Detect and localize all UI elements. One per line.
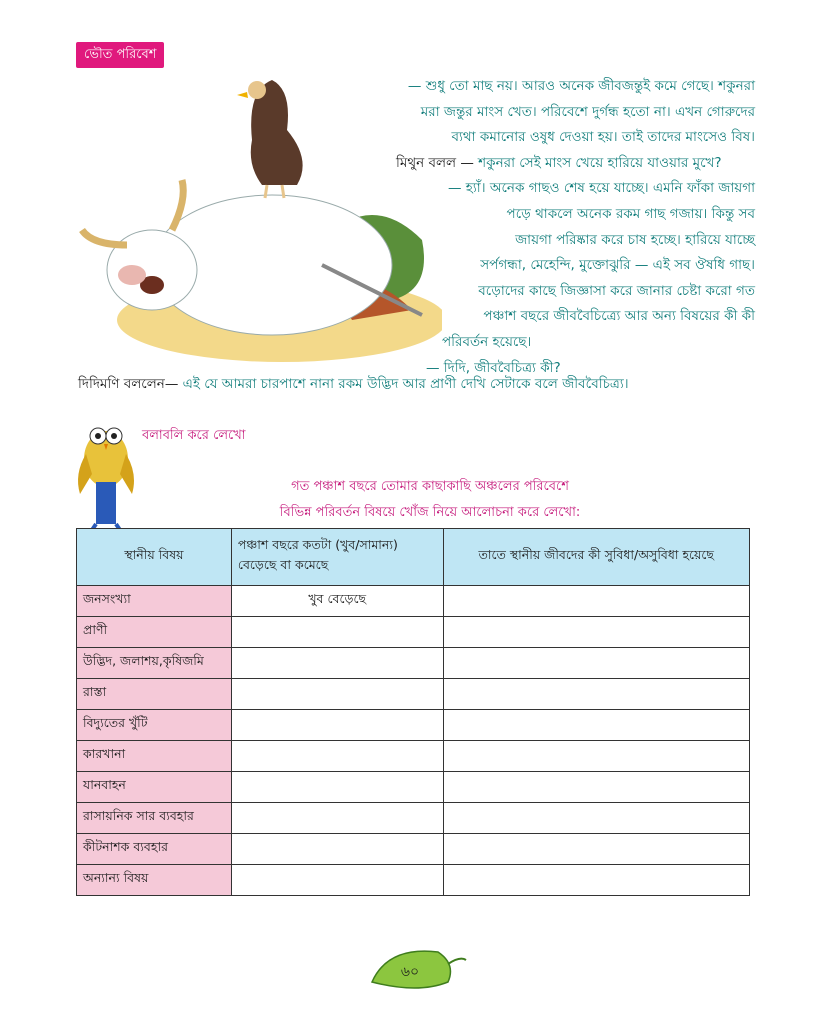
story-text [330,74,755,381]
change-cell[interactable] [231,772,443,803]
story-line-text: শকুনরা সেই মাংস খেয়ে হারিয়ে যাওয়ার মুখে? [478,154,722,171]
row-label: জনসংখ্যা [77,586,232,617]
change-cell[interactable] [231,741,443,772]
table-row [77,772,750,803]
table-row [77,586,750,617]
table-row [77,679,750,710]
story-line: পড়ে থাকলে অনেক রকম গাছ গজায়। কিন্তু সব [506,205,755,222]
leaf-icon [368,942,468,994]
row-label: উদ্ভিদ, জলাশয়,কৃষিজমি [77,648,232,679]
table-row [77,741,750,772]
change-cell[interactable] [231,648,443,679]
row-label: কীটনাশক ব্যবহার [77,834,232,865]
didimoni-line [78,372,778,396]
change-cell[interactable] [231,865,443,896]
table-row [77,648,750,679]
table-row [77,803,750,834]
effect-cell[interactable] [443,648,749,679]
row-label: বিদ্যুতের খুঁটি [77,710,232,741]
effect-cell[interactable] [443,586,749,617]
story-line: পরিবর্তন হয়েছে। [442,333,532,350]
speaker-didimoni: দিদিমণি বললেন— [78,376,179,392]
effect-cell[interactable] [443,741,749,772]
instruction [200,474,660,526]
row-label: রাসায়নিক সার ব্যবহার [77,803,232,834]
row-label: প্রাণী [77,617,232,648]
page-number: ৬০ [400,964,420,980]
story-line: সর্পগন্ধা, মেহেন্দি, মুক্তোঝুরি — এই সব ঔষধি গাছ। [480,257,755,274]
header-effect: তাতে স্থানীয় জীবদের কী সুবিধা/অসুবিধা হয়েছে [443,529,749,586]
change-cell[interactable]: খুব বেড়েছে [231,586,443,617]
change-cell[interactable] [231,803,443,834]
effect-cell[interactable] [443,772,749,803]
table-row [77,865,750,896]
effect-cell[interactable] [443,865,749,896]
change-cell[interactable] [231,834,443,865]
table-row [77,617,750,648]
instruction-line: গত পঞ্চাশ বছরে তোমার কাছাকাছি অঞ্চলের পরিবেশে [291,479,569,494]
row-label: যানবাহন [77,772,232,803]
row-label: অন্যান্য বিষয় [77,865,232,896]
effect-cell[interactable] [443,803,749,834]
story-line: মরা জন্তুর মাংস খেত। পরিবেশে দুর্গন্ধ হতো না। এখন গোরুদের [420,103,755,120]
story-line: — হ্যাঁ। অনেক গাছও শেষ হয়ে যাচ্ছে। এমনি ফাঁকা জায়গা [447,180,755,197]
didimoni-text: এই যে আমরা চারপাশে নানা রকম উদ্ভিদ আর প্রাণী দেখি সেটাকে বলে জীববৈচিত্র্য। [182,376,629,392]
instruction-line: বিভিন্ন পরিবর্তন বিষয়ে খোঁজ নিয়ে আলোচনা করে লেখো: [279,505,581,520]
owl-icon [74,414,138,530]
effect-cell[interactable] [443,834,749,865]
change-cell[interactable] [231,679,443,710]
table-header-row [77,529,750,586]
change-cell[interactable] [231,710,443,741]
effect-cell[interactable] [443,710,749,741]
header-local-topic: স্থানীয় বিষয় [77,529,232,586]
effect-cell[interactable] [443,617,749,648]
row-label: রাস্তা [77,679,232,710]
speaker-mithun: মিথুন বলল — [396,154,474,171]
table-row [77,834,750,865]
story-line: ব্যথা কমানোর ওষুধ দেওয়া হয়। তাই তাদের মাংসেও বিষ। [451,129,755,146]
change-cell[interactable] [231,617,443,648]
table-row [77,710,750,741]
row-label: কারখানা [77,741,232,772]
header-change: পঞ্চাশ বছরে কতটা (খুব/সামান্য) বেড়েছে বা কমেছে [231,529,443,586]
story-line: — দিদি, জীববৈচিত্র্য কী? [426,359,561,376]
story-line: জায়গা পরিষ্কার করে চাষ হচ্ছে। হারিয়ে যাচ্ছে [515,231,755,248]
change-survey-table [76,528,750,896]
effect-cell[interactable] [443,679,749,710]
story-line: বড়োদের কাছে জিজ্ঞাসা করে জানার চেষ্টা করো গত [478,282,755,299]
story-line: — শুধু তো মাছ নয়। আরও অনেক জীবজন্তুই কমে গেছে। শকুনরা [407,78,755,94]
story-line [330,151,755,177]
story-line: পঞ্চাশ বছরে জীববৈচিত্র্যে আর অন্য বিষয়ের কী কী [483,308,755,325]
section-tag: ভৌত পরিবেশ [76,42,164,68]
activity-title: বলাবলি করে লেখো [142,428,246,443]
